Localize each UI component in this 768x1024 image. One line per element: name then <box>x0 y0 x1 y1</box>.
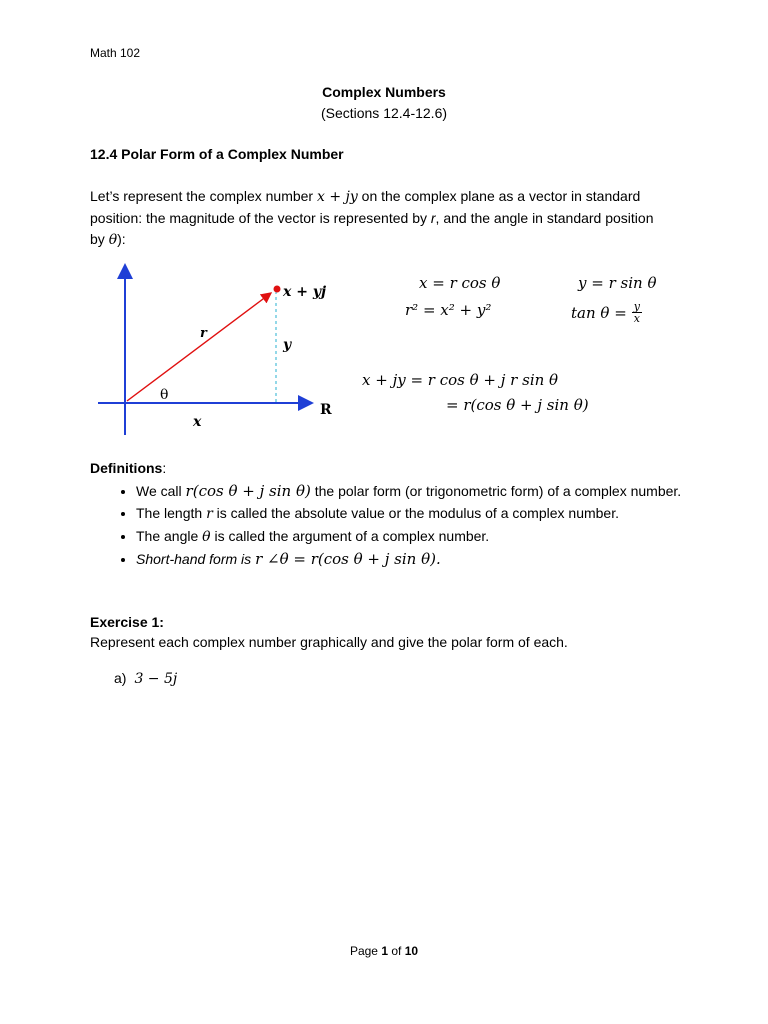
vector-arrow <box>127 293 271 401</box>
definitions-heading-text: Definitions <box>90 460 163 476</box>
intro-math-complex: x + jy <box>316 189 358 205</box>
intro-r: r <box>430 210 436 226</box>
footer-of-word: of <box>388 944 405 958</box>
definitions-heading-colon: : <box>162 460 167 476</box>
def-math: r ∠θ = r(cos θ + j sin θ). <box>255 550 441 568</box>
formula-y: y = r sin θ <box>578 274 657 292</box>
def-math: r <box>206 506 213 522</box>
document-title: Complex Numbers <box>322 84 446 100</box>
definitions-heading <box>90 460 166 476</box>
footer-page-total: 10 <box>404 944 419 958</box>
section-heading: 12.4 Polar Form of a Complex Number <box>90 146 344 162</box>
intro-theta: θ <box>108 232 118 248</box>
exercise-instructions: Represent each complex number graphically and give the polar form of each. <box>90 634 568 650</box>
header-course: Math 102 <box>90 46 141 60</box>
formula-x: x = r cos θ <box>419 274 501 292</box>
intro-text-1: Let’s represent the complex number <box>90 188 317 204</box>
def-text: is called the absolute value or the modulus of a complex number. <box>212 505 619 521</box>
definition-item <box>136 503 716 525</box>
footer-page-number: 1 <box>381 944 388 958</box>
def-text: is called the argument of a complex number. <box>210 528 490 544</box>
def-text: the polar form (or trigonometric form) of a complex number. <box>310 483 682 499</box>
formula-tan <box>571 301 642 324</box>
exercise-heading: Exercise 1: <box>90 614 164 630</box>
definition-item <box>136 481 716 502</box>
intro-paragraph <box>90 186 670 251</box>
fraction-numerator: y <box>633 300 640 313</box>
definitions-list <box>90 481 716 571</box>
formula-tan-lhs: tan θ = <box>571 303 627 322</box>
exercise-item-a-math: 3 − 5j <box>134 671 178 687</box>
def-math: θ <box>202 529 211 545</box>
real-axis-label: R <box>320 402 332 418</box>
page-footer <box>0 944 768 958</box>
theta-label: θ <box>160 387 169 403</box>
formula-r-squared: r² = x² + y² <box>405 301 492 319</box>
def-text: The angle <box>136 528 203 544</box>
x-label: x <box>193 414 202 430</box>
definition-item <box>136 526 716 548</box>
point-marker <box>274 286 281 293</box>
def-text: We call <box>136 483 186 499</box>
definition-item <box>136 549 716 570</box>
def-text: The length <box>136 505 207 521</box>
exercise-item-a <box>114 670 177 687</box>
footer-page-word: Page <box>349 944 382 958</box>
def-text: Short-hand form is <box>136 551 256 567</box>
exercise-item-a-label: a) <box>114 670 127 686</box>
complex-plane-diagram <box>90 255 350 445</box>
intro-text-4: ): <box>117 231 126 247</box>
fraction-denominator: x <box>633 312 640 325</box>
y-label: y <box>283 337 292 353</box>
intro-text-3: , and the angle in standard position by <box>90 210 654 247</box>
intro-text-2: on the complex plane as a vector in standard position: the magnitude of the vector is represented by <box>90 188 641 226</box>
r-label: r <box>200 326 207 341</box>
formula-polar-form: = r(cos θ + j sin θ) <box>446 396 589 414</box>
formula-tan-fraction <box>632 301 642 324</box>
formula-rect-to-polar: x + jy = r cos θ + j r sin θ <box>362 371 559 389</box>
document-subtitle: (Sections 12.4-12.6) <box>320 105 448 121</box>
def-math: r(cos θ + j sin θ) <box>185 482 311 500</box>
point-label: x + yj <box>283 284 327 300</box>
